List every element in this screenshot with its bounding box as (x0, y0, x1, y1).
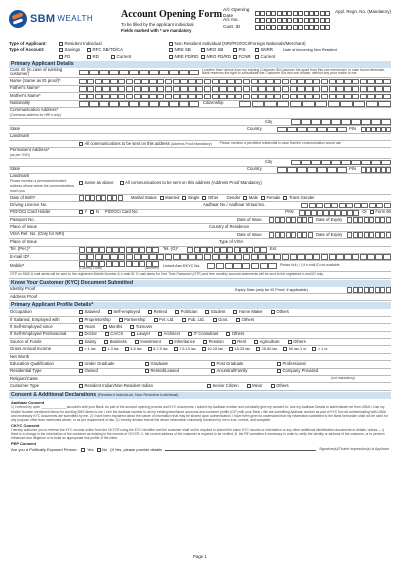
type-account-row2 (9, 53, 391, 60)
opt-fcnr[interactable]: FCNR (233, 54, 255, 59)
opt-rd[interactable]: RD (87, 54, 111, 59)
doe-label: Date of Expiry (316, 216, 343, 222)
section-primary-applicant: Primary Applicant Details (9, 61, 391, 68)
residential-options[interactable]: Owned Rented/Leased Ancestral/Family Company Provided (79, 369, 391, 374)
passport-label: Passport No. (10, 216, 35, 222)
doe-field[interactable] (347, 217, 391, 223)
married-option[interactable]: Married (160, 196, 180, 201)
comm-country-label: Country (247, 125, 262, 131)
aadhaar-field[interactable] (301, 203, 391, 209)
type-account-label: Type of Account: (9, 47, 45, 53)
ekyc-label: EKYC No. (183, 263, 201, 268)
self-emp-prof-label: If Self-Employed Professional (10, 331, 67, 337)
aadhaar-label: Aadhaar No / Aadhaar Virtual No. (203, 201, 266, 207)
gross-income-label: Gross Annual Income (10, 346, 52, 352)
opt-pis[interactable]: PIS (233, 47, 255, 52)
visa-doe-field[interactable] (347, 232, 391, 238)
nr-date-label: Date of becoming Non Resident (283, 47, 337, 52)
father-field[interactable] (79, 86, 391, 92)
sbm-logo-icon (9, 10, 27, 28)
section-profile: Primary Applicant Profile Details* (9, 302, 391, 309)
or-label: Or (362, 209, 367, 215)
gender-label: Gender (226, 194, 241, 200)
visa-type-label: Type of VISA (219, 238, 244, 244)
opt-rfc[interactable]: RFC SB/TD/CA (87, 47, 169, 52)
telo-field[interactable] (187, 247, 267, 253)
opt-nro-fd[interactable]: NRO FD/RD (201, 54, 233, 59)
customer-type-label: Customer Type (10, 383, 40, 389)
all-comm-option[interactable]: All communications to be sent on this address (Address Proof Mandatory) (79, 142, 212, 147)
citizenship-field[interactable] (239, 101, 391, 107)
pan-label: PAN (285, 209, 294, 215)
otp-note: OTP on SMS & mail alerts will be sent to the registered Mobile Number & e-mail ID. E-mail alerts for One Time Password (OTP) and free monthly account statements will be sent to the registered e-mail ID only. (9, 272, 391, 279)
single-option[interactable]: Single (182, 196, 199, 201)
source-funds-options[interactable]: Salary Business Investment Inheritance Pension Rent Agriculture Others (79, 340, 391, 345)
other-option[interactable]: Other (202, 196, 218, 201)
nationality-label: Nationality (10, 100, 31, 106)
employed-options[interactable]: Proprietorship Partnership Pvt. Ltd. Pub. Ltd. Govt. Others (79, 318, 391, 323)
opt-nro-sb[interactable]: NRO SB (201, 47, 233, 52)
pep-yes[interactable]: Yes (81, 447, 93, 452)
ekyc-field[interactable] (207, 263, 277, 269)
residential-label: Residential Type (10, 368, 42, 374)
pio-card-label: PIO/OCI Card No. (104, 209, 139, 215)
ac-no-field[interactable] (255, 18, 330, 24)
customer-type-options[interactable]: Resident Indian/Non-Resident Indian Senior Citizen Minor Others (79, 384, 391, 389)
name-field[interactable] (79, 79, 391, 85)
perm-city-field[interactable] (291, 160, 391, 166)
comm-city-label: City (265, 118, 273, 124)
ckyc-consent-title: CKYC Consent (11, 422, 40, 428)
signature-label: Signature(s)/Thumb impression(s) of Applicant (319, 446, 389, 451)
pep-details-field[interactable] (165, 447, 316, 451)
number-note: (Number) (144, 265, 159, 270)
appl-regn-label: Appl. Regn. No. (Mandatory) (335, 9, 391, 14)
name-label: Name (Same as ID proof)* (10, 78, 61, 84)
aadhaar-consent-text: 1) I extend my open ______________account/s with your Bank. As part of the account opening process and KYC documents, I submit my Aadhaar number and voluntarily give my consent to: Use my Aadhaar Details to authenticate me from UIDAI • Use my Mobile Number mentioned below for sending SMS Alerts to me • Link the Aadhaar number to all my existing/new/future accounts and customer profile (CIF) with your Bank • We are submitting Aadhaar number as part of KYC but not authenticating with UIDAI and necessary KYC documents are submitted by me. 2) I have been explained about the nature of information that may be shared upon authentication. I have been given to understand that my information submitted to the Bank hereunder shall not be used for any purpose other than mentioned above, or as per requirement of law. 3) I hereby declare that all the above information voluntarily furnished by me is true, correct, and complete. (11, 405, 388, 422)
pio-y[interactable]: Y (79, 210, 87, 215)
citizenship-label: Citizenship (203, 100, 224, 106)
form-subtitle: To be filled by the applicant individual (121, 21, 194, 27)
gross-income-options[interactable]: < 1 lac 1-3 lac 3-5 lac 5-7.5 lac 7.5-10 lac 10-15 lac 15-25 lac 25-50 lac 50 lac-1 cr > 1 cr (79, 347, 391, 351)
religion-note: (not mandatory) (331, 376, 355, 381)
email-na-note: Please tick ( / ) if e-mail ID not available (280, 263, 340, 268)
identity-proof-label: Identity Proof (10, 286, 36, 292)
father-label: Father's Name* (10, 85, 40, 91)
form60-option[interactable]: Form 60 (370, 210, 391, 215)
aadhaar-consent-title: Aadhaar Consent (11, 400, 45, 406)
employed-label: If Salaried, Employed with (10, 316, 60, 322)
perm-state-label: State (10, 166, 21, 172)
pep-details-label: (If Yes, please provide details (110, 446, 163, 452)
male-option[interactable]: Male (243, 196, 258, 201)
telo-label: Tel. (O)* (163, 246, 179, 252)
comm-landmark-label: Landmark (10, 133, 30, 139)
type-applicant-label: Type of Applicant: (9, 40, 47, 46)
mandatory-note: Fields marked with * are mandatory (121, 27, 192, 33)
mother-field[interactable] (79, 94, 391, 100)
opt-nre-sb[interactable]: NRE SB (169, 47, 201, 52)
comm-country-field[interactable] (277, 127, 347, 133)
section-consent: Consent & Additional Declarations (Resident Individual, Non Resident Individual) (9, 392, 391, 399)
title-block (121, 9, 223, 33)
perm-pin-field[interactable] (361, 167, 391, 173)
opt-current[interactable]: Current (111, 54, 169, 59)
pan-field[interactable] (299, 210, 359, 216)
account-ref-block (223, 7, 331, 31)
female-option[interactable]: Female (261, 196, 280, 201)
cust-id-existing-label: Cust. ID (in case of existing customer) (10, 66, 63, 77)
country-code-note: (Country Code) (79, 265, 103, 270)
expiry-label: Expiry Date (only for ID Proof, if applicable) (235, 287, 308, 292)
perm-pin-label: PIN (349, 166, 356, 172)
form-title: Account Opening Form (121, 9, 223, 20)
same-as-above-option[interactable]: Same as above (79, 181, 114, 186)
self-emp-label: If Self-Employed since (10, 323, 53, 329)
sbm-logo (9, 10, 121, 28)
opt-savings[interactable]: Savings (59, 47, 87, 52)
confirm-note: I confirm that I derive from my existing Customer ID/Customer Ids apart from this one mentioned. In case found otherwise, Bank reserves the right to consolidate the Customer IDs into one double, without any prior notice to me. (202, 67, 385, 76)
pep-consent-title: PEP Consent (11, 441, 37, 447)
net-worth-label: Net Worth (10, 353, 30, 359)
perm-country-field[interactable] (277, 167, 347, 173)
linked-label: Linked Aan (163, 263, 182, 268)
nationality-field[interactable] (79, 101, 199, 107)
mother-label: Mother's Name* (10, 92, 41, 98)
education-options[interactable]: Under Graduate Graduate Post Graduate Professional (79, 362, 391, 367)
address-proof-label: Address Proof (10, 293, 38, 299)
dl-label: Driving Licence No. (10, 201, 48, 207)
opt-nri[interactable]: Non Resident Individual (NRI/PIO/OCI/Foreign Nationals/Merchant) (169, 41, 306, 46)
comm-state-label: State (10, 125, 21, 131)
comm-address-label: Communication Address* (Overseas address for NRI's only) (10, 106, 61, 117)
perm-country-label: Country (247, 166, 262, 172)
visa-doi-label: Date of Issue (237, 231, 262, 237)
visa-label: VISA Ref. No. (Only for NRI) (10, 231, 65, 237)
opt-nre-fd[interactable]: NRE FD/RD (169, 54, 201, 59)
opt-resident[interactable]: Resident Individual (59, 41, 169, 46)
opt-fd[interactable]: FD (59, 54, 87, 59)
ext-label: Ext. (270, 246, 278, 252)
doi-label: Date of Issue (237, 216, 262, 222)
comm-pin-label: PIN (349, 125, 356, 131)
pep-question: Are you a Politically Exposed Person: (11, 446, 78, 452)
brand-name: SBM (30, 12, 56, 25)
cust-id-existing-field[interactable] (79, 70, 199, 76)
opt-current2[interactable]: Current (255, 54, 283, 59)
comm-pin-field[interactable] (361, 127, 391, 133)
visa-poi-label: Place of Issue (10, 238, 37, 244)
occupation-options[interactable]: Salaried Self-employed Retired Politician Student Home Maker Others (79, 310, 391, 315)
opening-date-label: A/c Opening Date (223, 7, 250, 19)
tel-label: Tel. (Per.)* (10, 246, 31, 252)
opt-snrr[interactable]: SNRR (255, 47, 283, 52)
email-field[interactable] (79, 254, 391, 260)
religion-label: Religion/Caste (10, 375, 38, 381)
marital-label: Marital Status (131, 194, 157, 200)
pep-no[interactable]: No (97, 447, 108, 452)
email-label: E-mail ID* (10, 253, 30, 259)
trans-option[interactable]: Trans Gender (283, 196, 314, 201)
perm-address-label: Permanent Address* (as per OVD) (10, 147, 50, 158)
pio-n[interactable]: N (90, 210, 99, 215)
form-header (9, 7, 391, 40)
visa-doe-label: Date of Expiry (316, 231, 343, 237)
cor-label: Country of Residence (209, 224, 250, 230)
education-label: Education Qualification (10, 360, 54, 366)
ckyc-consent-text: I hereby authorize you to retrieve the KYC records online from the CKYCR using the KYC Identifier and the customer shall not be required to submit the same KYC records or information or any other additional identification documents or details, unless — i) there is a change in the information of the customer as existing in the records of CKYCR, ii. the current address of the customer is required to be verified, iii. the RE considers it necessary in order to verify the identity or address of the customer, or to perform enhanced due diligence or to build an appropriate risk profile of the client. (11, 428, 385, 441)
pio-label: PIO/OCI Card Holder (10, 209, 51, 215)
perm-landmark-label: Landmark Please mention a permanent/resident address whose where the communications reach you (10, 173, 75, 193)
brand-sub: WEALTH (57, 14, 94, 24)
page-number: Page 1 (193, 554, 207, 559)
comm-city-field[interactable] (291, 119, 391, 125)
cust-id-label: Cust. ID (223, 24, 241, 30)
tel-field[interactable] (79, 247, 159, 253)
self-emp-options[interactable]: Years Months Turnover (79, 325, 391, 330)
comm-reminder: Please mention a permitted residential in case that the communication would use (219, 141, 342, 146)
cust-id-field[interactable] (255, 25, 330, 31)
section-kyc: Know Your Customer (KYC) Document Submitted (9, 280, 391, 287)
source-funds-label: Source of Funds (10, 338, 42, 344)
expiry-field[interactable] (347, 287, 391, 293)
doi-field[interactable] (269, 217, 313, 223)
self-emp-prof-options[interactable]: Doctor CA/CS Lawyer Architect IT Consultant Others (79, 332, 391, 337)
mobile-label: Mobile* (10, 262, 25, 268)
poi-label: Place of Issue (10, 224, 37, 230)
dob-field[interactable] (79, 195, 123, 201)
perm-city-label: City (265, 159, 273, 165)
visa-doi-field[interactable] (269, 232, 313, 238)
ac-no-label: A/c No. (223, 17, 239, 23)
opening-date-field[interactable] (255, 11, 330, 17)
all-comm2-option[interactable]: All communications to be sent on this address (Address Proof Mandatory) (120, 181, 262, 186)
occupation-label: Occupation (10, 309, 32, 315)
dob-label: Date of Birth* (10, 194, 36, 200)
